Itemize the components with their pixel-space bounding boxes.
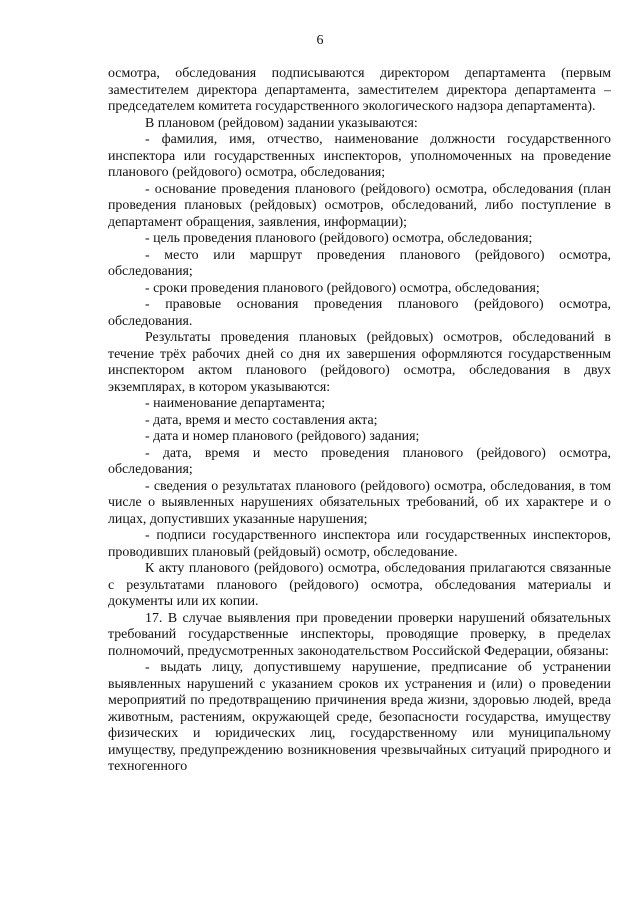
list-item-issue-order: - выдать лицу, допустившему нарушение, предписание об устранении выявленных нарушений с указанием сроков их устранения и (или) о проведении мероприятий по предотвращению причинения вреда жизни, здоровью людей, вреда животным, растениям, окружающей среде, безопасности государства, имуществу физических и юридических лиц, государственному или муниципальному имуществу, предупреждению возникновения чрезвычайных ситуаций природного и техногенного bbox=[108, 660, 611, 774]
list-item-task-date-number: - дата и номер планового (рейдового) задания; bbox=[145, 429, 420, 444]
paragraph-inspection-results: Результаты проведения плановых (рейдовых) осмотров, обследований в течение трёх рабочих дней со дня их завершения оформляются государственным инспектором актом планового (рейдового) осмотра, обследования в двух экземплярах, в котором указываются: bbox=[108, 330, 611, 395]
document-body bbox=[108, 66, 611, 776]
paragraph-act-attachments: К акту планового (рейдового) осмотра, обследования прилагаются связанные с результатами планового (рейдового) осмотра, обследования материалы и документы или их копии. bbox=[108, 561, 611, 609]
list-item-inspection-dates: - сроки проведения планового (рейдового) осмотра, обследования; bbox=[145, 280, 540, 296]
list-item-department-name: - наименование департамента; bbox=[145, 396, 326, 411]
paragraph-continuation: осмотра, обследования подписываются директором департамента (первым заместителем директора департамента, заместителем директора департамента – председателем комитета государственного экологического надзора департамента). bbox=[108, 66, 611, 114]
list-item-inspection-basis: - основание проведения планового (рейдового) осмотра, обследования (план проведения плановых (рейдовых) осмотров, обследований, либо поступление в департамент обращения, заявления, информации); bbox=[108, 181, 611, 230]
paragraph-item-17: 17. В случае выявления при проведении проверки нарушений обязательных требований государственные инспекторы, проводящие проверку, в пределах полномочий, предусмотренных законодательством Российской Федерации, обязаны: bbox=[108, 610, 611, 659]
list-item-inspector-name: - фамилия, имя, отчество, наименование должности государственного инспектора или государственных инспекторов, уполномоченных на проведение планового (рейдового) осмотра, обследования; bbox=[108, 132, 611, 180]
list-item-inspection-date-place: - дата, время и место проведения планового (рейдового) осмотра, обследования; bbox=[108, 445, 611, 477]
page-number: 6 bbox=[316, 33, 324, 48]
list-item-legal-grounds: - правовые основания проведения планового (рейдового) осмотра, обследования. bbox=[108, 297, 611, 329]
list-item-results-info: - сведения о результатах планового (рейдового) осмотра, обследования, в том числе о выявленных нарушениях обязательных требований, об их характере и о лицах, допустивших указанные нарушения; bbox=[108, 478, 611, 527]
list-item-act-date-place: - дата, время и место составления акта; bbox=[145, 412, 378, 428]
paragraph-task-contents-intro: В плановом (рейдовом) задании указываются: bbox=[145, 115, 418, 131]
list-item-place-or-route: - место или маршрут проведения планового (рейдового) осмотра, обследования; bbox=[108, 247, 611, 279]
list-item-inspection-goal: - цель проведения планового (рейдового) осмотра, обследования; bbox=[145, 231, 533, 246]
list-item-signatures: - подписи государственного инспектора или государственных инспекторов, проводивших плановый (рейдовый) осмотр, обследование. bbox=[108, 528, 611, 560]
